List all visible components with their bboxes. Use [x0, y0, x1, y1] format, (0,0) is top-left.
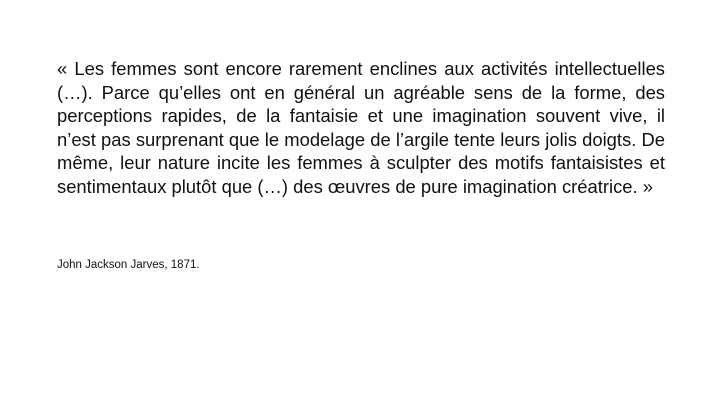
quote-attribution: John Jackson Jarves, 1871.	[57, 259, 200, 271]
quote-text: « Les femmes sont encore rarement enclines aux activités intellectuelles (…). Parce qu’elles ont en général un agréable sens de la forme, des perceptions rapides, de la fantaisie et une imagination souvent vive, il n’est pas surprenant que le modelage de l’argile tente leurs jolis doigts. De même, leur nature incite les femmes à sculpter des motifs fantaisistes et sentimentaux plutôt que (…) des œuvres de pure imagination créatrice. »	[57, 58, 665, 197]
